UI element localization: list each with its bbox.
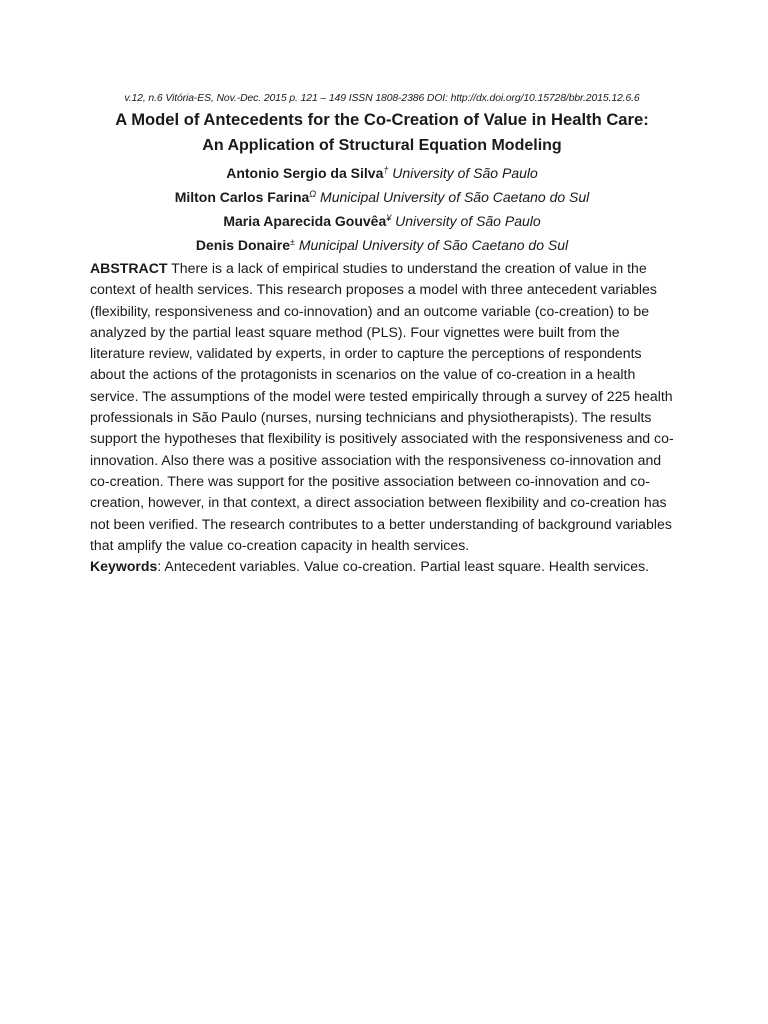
author-name: Denis Donaire <box>195 237 291 253</box>
author-line <box>90 233 674 257</box>
paper-title: A Model of Antecedents for the Co-Creation of Value in Health Care: <box>115 110 649 129</box>
author-affiliation: Municipal University of São Caetano do Sul <box>316 189 590 205</box>
author-affiliation: Municipal University of São Caetano do Sul <box>294 237 569 253</box>
author-name: Maria Aparecida Gouvêa <box>223 213 387 229</box>
author-line <box>90 185 674 209</box>
abstract-paragraph <box>90 258 674 556</box>
keywords-paragraph <box>90 556 674 577</box>
author-line <box>90 161 674 185</box>
author-footnote-mark: Ω <box>309 189 317 199</box>
paper-subtitle: An Application of Structural Equation Modeling <box>202 137 562 154</box>
author-footnote-mark: † <box>383 165 389 175</box>
author-affiliation: University of São Paulo <box>391 213 541 229</box>
abstract-text: There is a lack of empirical studies to understand the creation of value in the context of health services. This research proposes a model with three antecedent variables (flexibility, responsiveness and co-innovation) and an outcome variable (co-creation) to be analyzed by the partial least square method (PLS). Four vignettes were built from the literature review, validated by experts, in order to capture the perceptions of respondents about the actions of the protagonists in scenarios on the value of co-creation in a health service. The assumptions of the model were tested empirically through a survey of 225 health professionals in São Paulo (nurses, nursing technicians and physiotherapists). The results support the hypotheses that flexibility is positively associated with the responsiveness and co-innovation. Also there was a positive association with the responsiveness co-innovation and co-creation. There was support for the positive association between co-innovation and co-creation, however, in that context, a direct association between flexibility and co-creation has not been verified. The research contributes to a better understanding of background variables that amplify the value co-creation capacity in health services. <box>90 260 674 553</box>
paper-page <box>90 92 674 577</box>
keywords-text: : Antecedent variables. Value co-creation. Partial least square. Health services. <box>157 558 650 575</box>
author-affiliation: University of São Paulo <box>388 165 538 181</box>
author-line <box>90 209 674 233</box>
abstract-heading: ABSTRACT <box>90 260 168 276</box>
author-name: Antonio Sergio da Silva <box>226 165 384 181</box>
citation-line: v.12, n.6 Vitória-ES, Nov.-Dec. 2015 p. 121 – 149 ISSN 1808-2386 DOI: http://dx.doi.org/10.15728/bbr.2015.12.6.6 <box>124 93 640 104</box>
author-list <box>90 161 674 257</box>
author-name: Milton Carlos Farina <box>174 189 310 205</box>
author-footnote-mark: ¥ <box>386 213 392 223</box>
keywords-heading: Keywords <box>90 558 158 575</box>
author-footnote-mark: ± <box>290 237 295 247</box>
